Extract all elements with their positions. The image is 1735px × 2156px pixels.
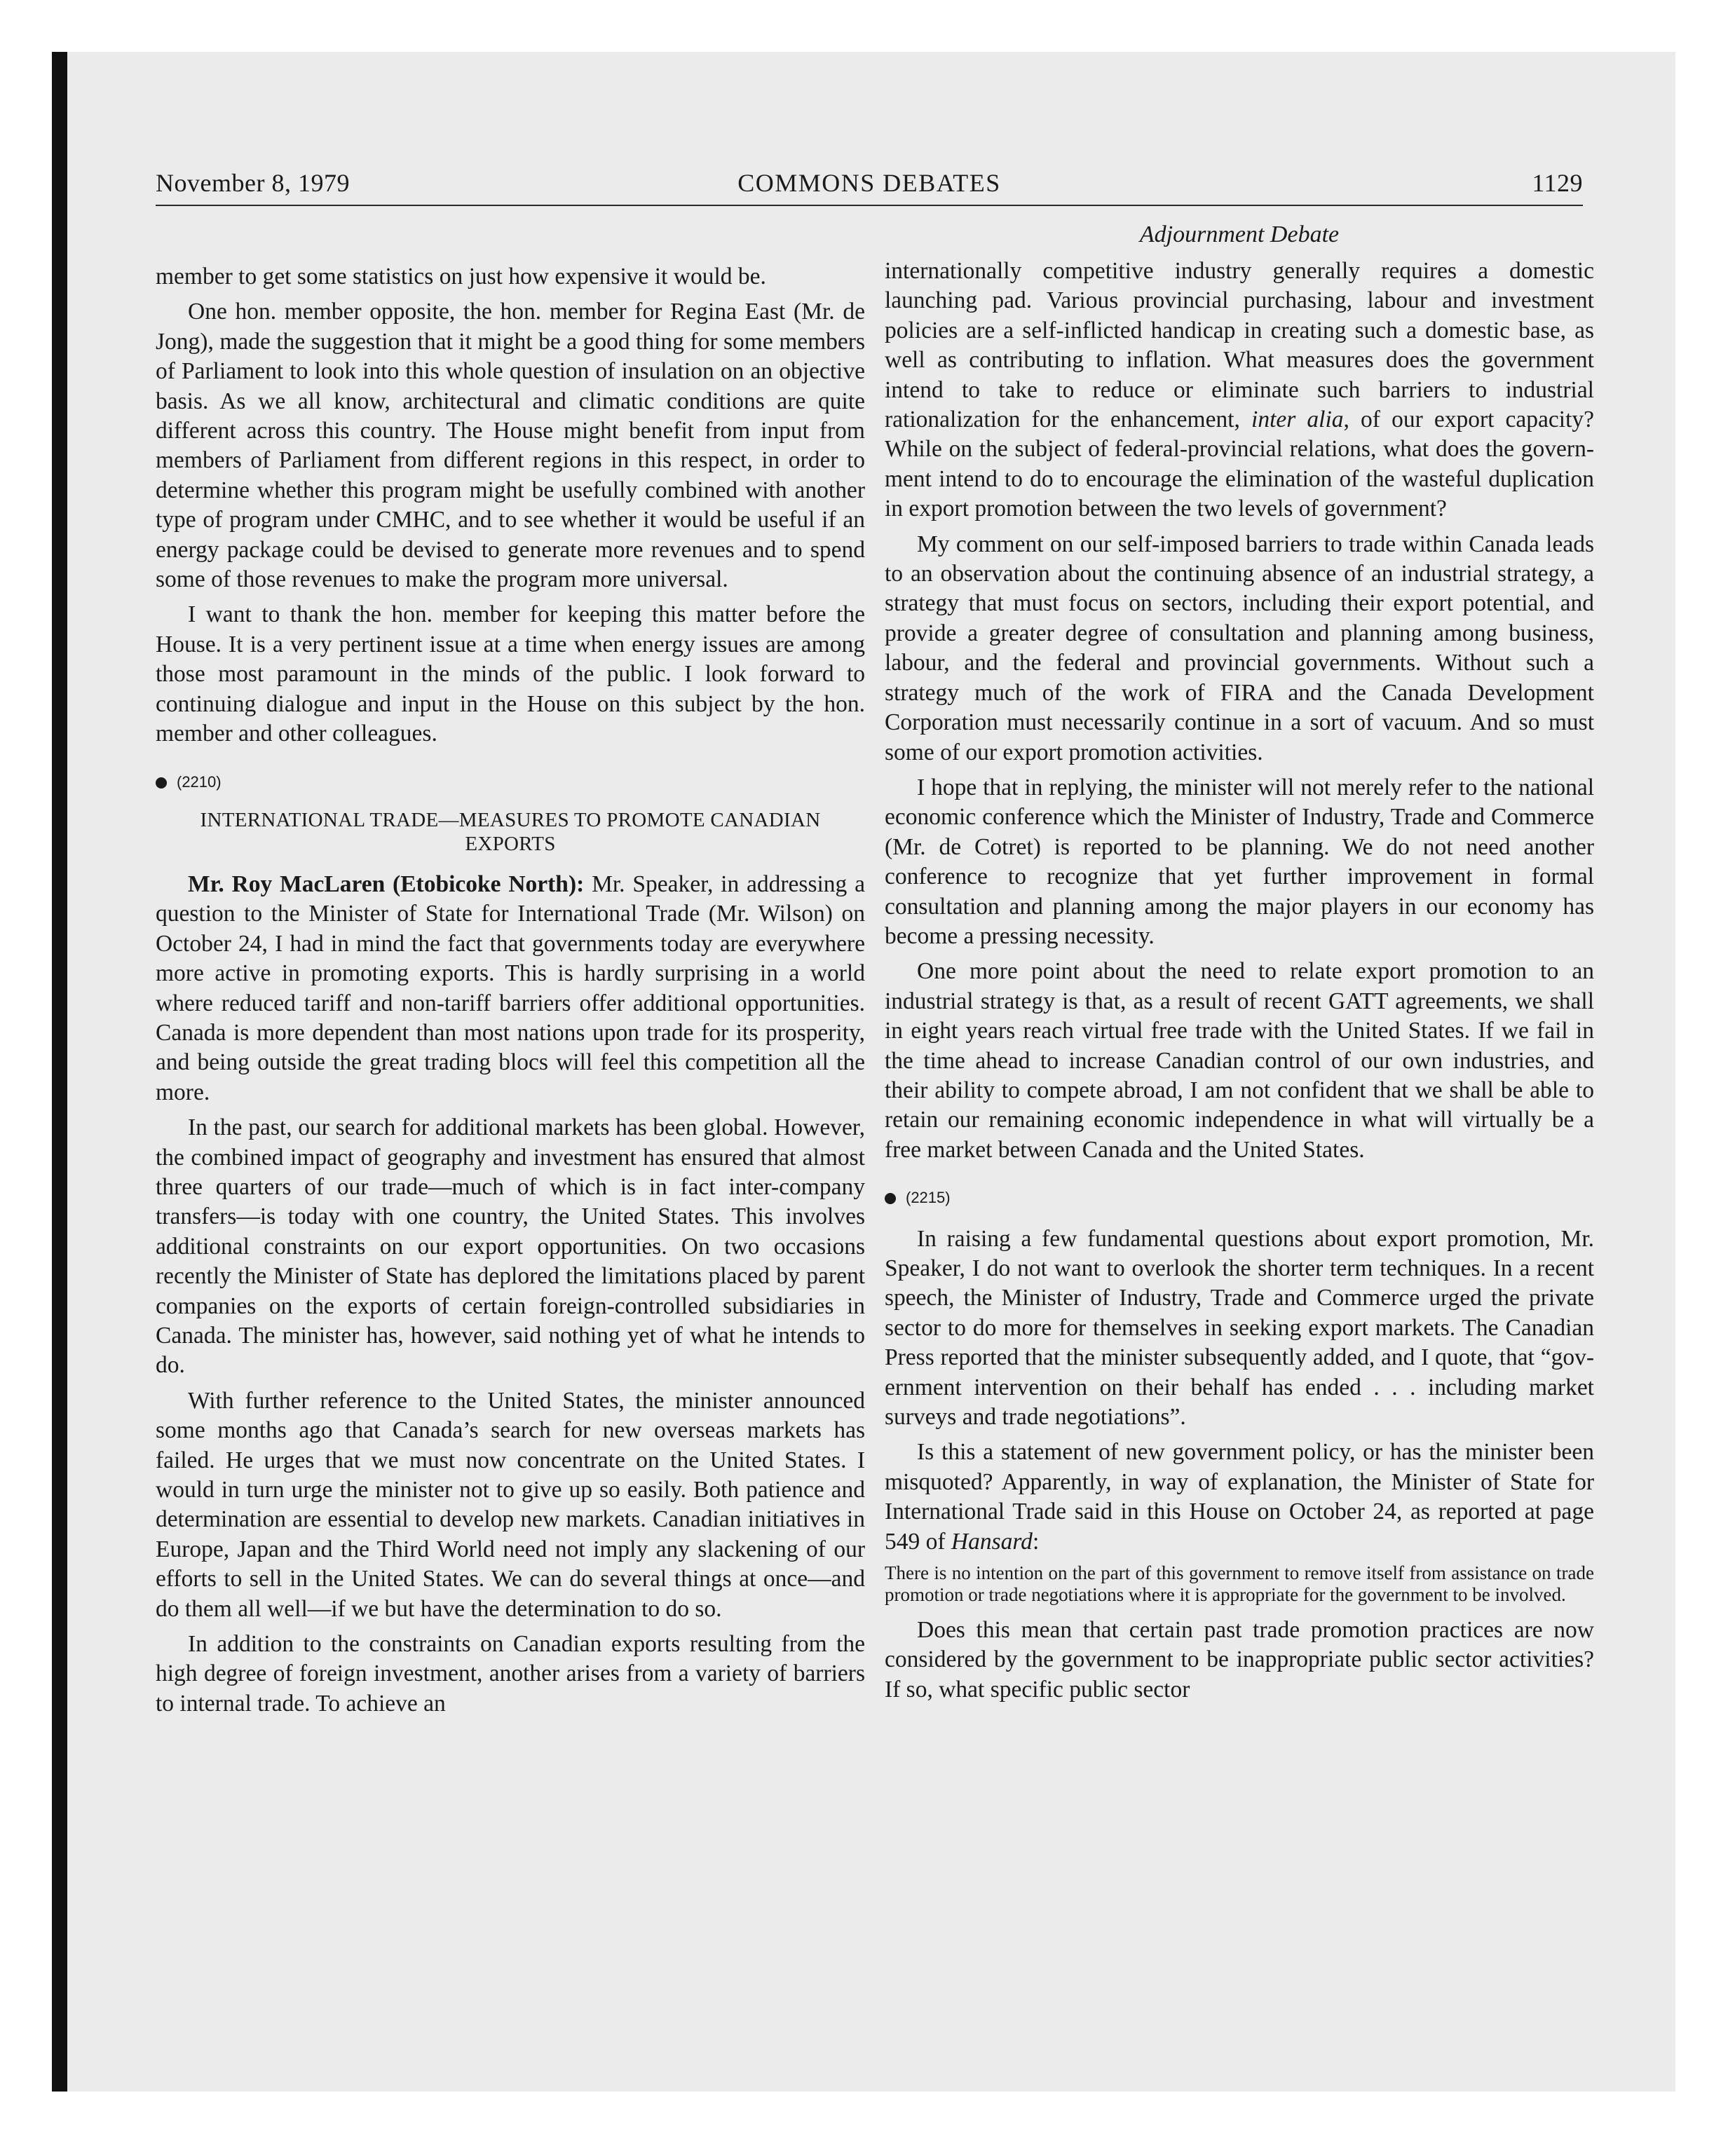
bullet-icon bbox=[885, 1193, 896, 1204]
speaker-name: Mr. Roy MacLaren (Etobicoke North): bbox=[188, 871, 585, 897]
paragraph: Does this mean that certain past trade promotion practices are now considered by the government to be inappropriate public sector activities? If so, what specific public sector bbox=[885, 1617, 1594, 1703]
paragraph: I hope that in replying, the minister will not merely refer to the national economic conference which the Minister of Industry, Trade and Commerce (Mr. de Cotret) is reported to be planning. We do not need another conference to recognize that yet further improvement in formal consultation and planning among the major players in our economy has become a pressing necessity. bbox=[885, 774, 1594, 949]
paragraph-text: internationally competitive industry generally requires a domestic launching pad. Various provincial purchasing, labour and investment policies are a self-inflicted handicap in creating such a domestic base, as well as contributing to inflation. What measures does the government intend to take to reduce or eliminate such barriers to industrial rationalization for the enhancement, bbox=[885, 258, 1594, 433]
paragraph-text: Is this a statement of new government policy, or has the minister been misquoted? Apparently, in way of explanation, the Minister of State for International Trade said in this House on October 24, as reported at page 549 of bbox=[885, 1439, 1594, 1555]
paragraph: My comment on our self-imposed barriers to trade within Canada leads to an observation about the continuing absence of an industrial strategy, a strategy that must focus on sectors, including their export potential, and provide a greater degree of consultation and planning among business, labour, and the federal and provincial governments. Without such a strategy much of the work of FIRA and the Canada Development Corporation must necessarily continue in a sort of vacuum. And so must some of our export promotion activities. bbox=[885, 531, 1594, 765]
binding-edge bbox=[52, 52, 67, 2092]
paragraph: member to get some statistics on just how expensive it would be. bbox=[156, 264, 766, 289]
paragraph: With further reference to the United States, the minister announced some months ago that Canada’s search for new overseas markets has failed. He urges that we must now concentrate on the United States. I would in turn urge the minister not to give up so easily. Both patience and determination are essential to develop new markets. Canadian initiatives in Europe, Japan and the Third World need not imply any slackening of our efforts to sell in the United States. We can do several things at once—and do them all well—if we but have the determination to do so. bbox=[156, 1387, 865, 1622]
bullet-icon bbox=[156, 777, 167, 789]
paragraph bbox=[885, 1438, 1594, 1557]
paragraph-text: Mr. Speaker, in addressing a question to the Minister of State for International Trade (Mr. Wilson) on October 24, I had in mind the fact that governments today are everywhere more active in promoting exports. This is hardly surprising in a world where reduced tariff and non-tariff barriers offer additional opportunities. Canada is more dependent than most nations upon trade for its prosperity, and being outside the great trading blocs will feel this competition all the more. bbox=[156, 871, 865, 1105]
italic-text: Hansard bbox=[951, 1528, 1033, 1555]
paragraph: One hon. member opposite, the hon. member for Regina East (Mr. de Jong), made the suggestion that it might be a good thing for some members of Parliament to look into this whole question of insulation on an objective basis. As we all know, architectural and climatic conditions are quite different across this country. The House might benefit from input from members of Parliament from different regions in this respect, in order to determine whether this program might be usefully combined with another type of program under CMHC, and to see whether it would be useful if an energy package could be devised to generate more revenues and to spend some of those revenues to make the program more universal. bbox=[156, 299, 865, 593]
header-date: November 8, 1979 bbox=[156, 169, 350, 197]
paragraph-text: , of our export capacity? While on the subject of federal-provincial relations, what does the government intend to do to encourage the elimination of the wasteful duplication in export promotion between the two levels of government? bbox=[885, 407, 1594, 522]
time-marker bbox=[156, 767, 865, 797]
header-rule bbox=[156, 205, 1583, 206]
page-header bbox=[156, 167, 1583, 203]
time-marker bbox=[885, 1183, 1594, 1213]
section-heading: INTERNATIONAL TRADE—MEASURES TO PROMOTE CANADIAN EXPORTS bbox=[200, 808, 821, 855]
time-marker-label: (2210) bbox=[177, 772, 222, 791]
time-marker-label: (2215) bbox=[906, 1189, 951, 1207]
paragraph bbox=[885, 257, 1594, 524]
paragraph: In addition to the constraints on Canadian exports resulting from the high degree of foreign investment, another arises from a variety of barriers to internal trade. To achieve an bbox=[156, 1631, 865, 1717]
paragraph-text: : bbox=[1032, 1528, 1040, 1555]
paragraph: In raising a few fundamental questions about export promotion, Mr. Speaker, I do not want to overlook the shorter term techniques. In a recent speech, the Minister of Industry, Trade and Commerce urged the private sector to do more for themselves in seeking export markets. The Canadian Press reported that the minister subsequently added, and I quote, that “government intervention on their behalf has ended . . . including market surveys and trade negotiations”. bbox=[885, 1225, 1594, 1431]
right-column bbox=[885, 257, 1594, 1710]
paragraph bbox=[156, 870, 865, 1107]
paragraph: In the past, our search for additional markets has been global. However, the combined impact of geography and investment has ensured that almost three quarters of our trade—much of which is in fact inter-company transfers—is today with one country, the United States. This involves additional constraints on our export opportunities. On two occasions recently the Minister of State has deplored the limitations placed by parent companies on the exports of certain foreign-controlled subsidiaries in Canada. The minister has, however, said nothing yet of what he intends to do. bbox=[156, 1114, 865, 1379]
left-column bbox=[156, 262, 865, 1724]
block-quote: There is no intention on the part of this government to remove itself from assistance on trade promotion or trade negotiations where it is appropriate for the government to be involved. bbox=[885, 1562, 1594, 1606]
header-title: COMMONS DEBATES bbox=[737, 169, 1001, 197]
paragraph: I want to thank the hon. member for keeping this matter before the House. It is a very pertinent issue at a time when energy issues are among those most paramount in the minds of the public. I look forward to continuing dialogue and input in the House on this subject by the hon. member and other colleagues. bbox=[156, 601, 865, 747]
paragraph: One more point about the need to relate export promotion to an industrial strategy is that, as a result of recent GATT agreements, we shall in eight years reach virtual free trade with the United States. If we fail in the time ahead to increase Canadian control of our own industries, and their ability to compete abroad, I am not confident that we shall be able to retain our remaining economic independence in what will virtually be a free market between Canada and the United States. bbox=[885, 958, 1594, 1163]
italic-text: inter alia bbox=[1251, 407, 1344, 433]
running-head: Adjournment Debate bbox=[1139, 221, 1340, 247]
page-number: 1129 bbox=[1532, 169, 1583, 197]
